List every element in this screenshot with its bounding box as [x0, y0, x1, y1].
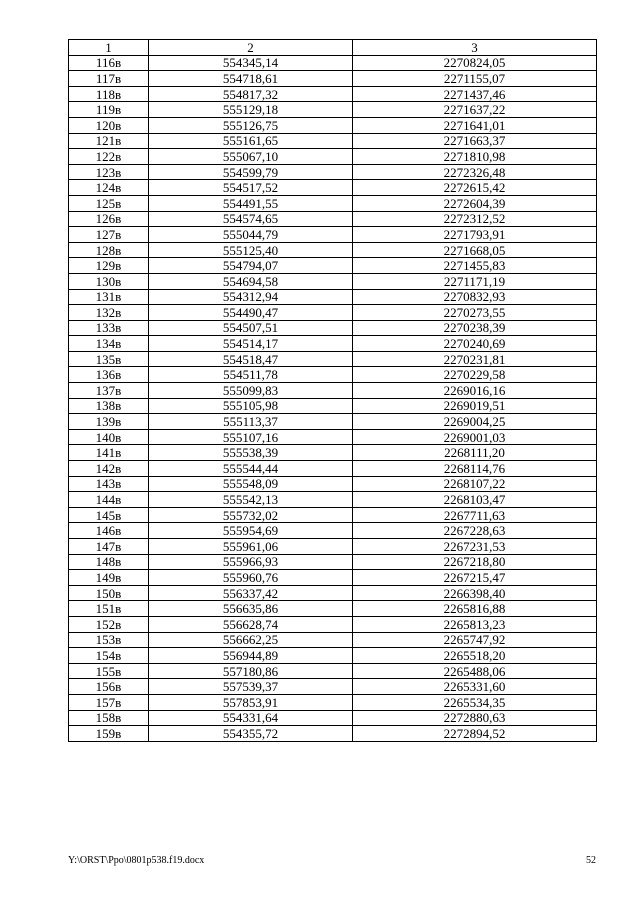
table-row [69, 86, 597, 102]
x-coordinate-cell: 554345,14 [149, 55, 353, 71]
x-coordinate-cell: 554794,07 [149, 258, 353, 274]
y-coordinate-cell: 2271663,37 [353, 133, 597, 149]
y-coordinate-cell: 2271455,83 [353, 258, 597, 274]
table-header [69, 40, 597, 56]
table-row [69, 601, 597, 617]
point-id-cell: 155в [69, 663, 149, 679]
y-coordinate-cell: 2271637,22 [353, 102, 597, 118]
point-id-cell: 119в [69, 102, 149, 118]
y-coordinate-cell: 2265488,06 [353, 663, 597, 679]
x-coordinate-cell: 555544,44 [149, 461, 353, 477]
point-id-cell: 122в [69, 149, 149, 165]
x-coordinate-cell: 555107,16 [149, 429, 353, 445]
point-id-cell: 136в [69, 367, 149, 383]
x-coordinate-cell: 555966,93 [149, 554, 353, 570]
y-coordinate-cell: 2268114,76 [353, 461, 597, 477]
x-coordinate-cell: 555067,10 [149, 149, 353, 165]
y-coordinate-cell: 2269019,51 [353, 398, 597, 414]
y-coordinate-cell: 2268107,22 [353, 476, 597, 492]
y-coordinate-cell: 2266398,40 [353, 585, 597, 601]
x-coordinate-cell: 555732,02 [149, 507, 353, 523]
y-coordinate-cell: 2271171,19 [353, 273, 597, 289]
x-coordinate-cell: 554312,94 [149, 289, 353, 305]
point-id-cell: 126в [69, 211, 149, 227]
x-coordinate-cell: 556337,42 [149, 585, 353, 601]
y-coordinate-cell: 2271810,98 [353, 149, 597, 165]
x-coordinate-cell: 555044,79 [149, 227, 353, 243]
x-coordinate-cell: 555099,83 [149, 383, 353, 399]
x-coordinate-cell: 554817,32 [149, 86, 353, 102]
coordinates-table [68, 39, 597, 742]
x-coordinate-cell: 555548,09 [149, 476, 353, 492]
point-id-cell: 123в [69, 164, 149, 180]
point-id-cell: 116в [69, 55, 149, 71]
point-id-cell: 132в [69, 305, 149, 321]
table-row [69, 133, 597, 149]
y-coordinate-cell: 2270229,58 [353, 367, 597, 383]
y-coordinate-cell: 2270238,39 [353, 320, 597, 336]
table-row [69, 117, 597, 133]
point-id-cell: 159в [69, 726, 149, 742]
point-id-cell: 133в [69, 320, 149, 336]
table-row [69, 726, 597, 742]
y-coordinate-cell: 2269016,16 [353, 383, 597, 399]
point-id-cell: 117в [69, 71, 149, 87]
point-id-cell: 149в [69, 570, 149, 586]
point-id-cell: 142в [69, 461, 149, 477]
x-coordinate-cell: 554518,47 [149, 351, 353, 367]
x-coordinate-cell: 555105,98 [149, 398, 353, 414]
table-row [69, 164, 597, 180]
table-row [69, 663, 597, 679]
table-row [69, 273, 597, 289]
point-id-cell: 148в [69, 554, 149, 570]
point-id-cell: 152в [69, 616, 149, 632]
table-row [69, 149, 597, 165]
point-id-cell: 118в [69, 86, 149, 102]
table-row [69, 710, 597, 726]
x-coordinate-cell: 554514,17 [149, 336, 353, 352]
point-id-cell: 158в [69, 710, 149, 726]
y-coordinate-cell: 2267711,63 [353, 507, 597, 523]
y-coordinate-cell: 2265747,92 [353, 632, 597, 648]
y-coordinate-cell: 2268103,47 [353, 492, 597, 508]
header-cell-y: 3 [353, 40, 597, 56]
point-id-cell: 146в [69, 523, 149, 539]
y-coordinate-cell: 2272880,63 [353, 710, 597, 726]
y-coordinate-cell: 2272615,42 [353, 180, 597, 196]
x-coordinate-cell: 556662,25 [149, 632, 353, 648]
table-row [69, 461, 597, 477]
y-coordinate-cell: 2270832,93 [353, 289, 597, 305]
table-row [69, 492, 597, 508]
point-id-cell: 143в [69, 476, 149, 492]
table-row [69, 289, 597, 305]
x-coordinate-cell: 554718,61 [149, 71, 353, 87]
y-coordinate-cell: 2270231,81 [353, 351, 597, 367]
table-row [69, 71, 597, 87]
footer-file-path: Y:\ORST\Ppo\0801p538.f19.docx [68, 855, 205, 866]
y-coordinate-cell: 2265813,23 [353, 616, 597, 632]
table-row [69, 367, 597, 383]
point-id-cell: 131в [69, 289, 149, 305]
x-coordinate-cell: 554574,65 [149, 211, 353, 227]
point-id-cell: 125в [69, 195, 149, 211]
y-coordinate-cell: 2271793,91 [353, 227, 597, 243]
x-coordinate-cell: 554694,58 [149, 273, 353, 289]
point-id-cell: 121в [69, 133, 149, 149]
point-id-cell: 153в [69, 632, 149, 648]
x-coordinate-cell: 554507,51 [149, 320, 353, 336]
table-row [69, 616, 597, 632]
point-id-cell: 120в [69, 117, 149, 133]
table-row [69, 648, 597, 664]
y-coordinate-cell: 2265816,88 [353, 601, 597, 617]
table-row [69, 102, 597, 118]
y-coordinate-cell: 2270824,05 [353, 55, 597, 71]
point-id-cell: 127в [69, 227, 149, 243]
x-coordinate-cell: 554355,72 [149, 726, 353, 742]
x-coordinate-cell: 555961,06 [149, 539, 353, 555]
table-row [69, 55, 597, 71]
x-coordinate-cell: 556635,86 [149, 601, 353, 617]
table-row [69, 523, 597, 539]
table-row [69, 632, 597, 648]
table-row [69, 180, 597, 196]
point-id-cell: 154в [69, 648, 149, 664]
point-id-cell: 134в [69, 336, 149, 352]
y-coordinate-cell: 2267231,53 [353, 539, 597, 555]
y-coordinate-cell: 2270240,69 [353, 336, 597, 352]
y-coordinate-cell: 2272326,48 [353, 164, 597, 180]
point-id-cell: 129в [69, 258, 149, 274]
page-number: 52 [586, 855, 596, 866]
point-id-cell: 135в [69, 351, 149, 367]
y-coordinate-cell: 2272312,52 [353, 211, 597, 227]
y-coordinate-cell: 2271437,46 [353, 86, 597, 102]
point-id-cell: 139в [69, 414, 149, 430]
x-coordinate-cell: 556944,89 [149, 648, 353, 664]
table-row [69, 258, 597, 274]
table-row [69, 679, 597, 695]
point-id-cell: 147в [69, 539, 149, 555]
y-coordinate-cell: 2271641,01 [353, 117, 597, 133]
y-coordinate-cell: 2268111,20 [353, 445, 597, 461]
point-id-cell: 141в [69, 445, 149, 461]
y-coordinate-cell: 2269004,25 [353, 414, 597, 430]
y-coordinate-cell: 2272894,52 [353, 726, 597, 742]
point-id-cell: 150в [69, 585, 149, 601]
header-cell-x: 2 [149, 40, 353, 56]
y-coordinate-cell: 2270273,55 [353, 305, 597, 321]
table-row [69, 227, 597, 243]
point-id-cell: 156в [69, 679, 149, 695]
y-coordinate-cell: 2272604,39 [353, 195, 597, 211]
x-coordinate-cell: 555161,65 [149, 133, 353, 149]
point-id-cell: 137в [69, 383, 149, 399]
x-coordinate-cell: 555954,69 [149, 523, 353, 539]
point-id-cell: 144в [69, 492, 149, 508]
x-coordinate-cell: 554599,79 [149, 164, 353, 180]
point-id-cell: 140в [69, 429, 149, 445]
point-id-cell: 145в [69, 507, 149, 523]
table-row [69, 336, 597, 352]
table-body [69, 55, 597, 741]
point-id-cell: 138в [69, 398, 149, 414]
y-coordinate-cell: 2267218,80 [353, 554, 597, 570]
point-id-cell: 157в [69, 694, 149, 710]
y-coordinate-cell: 2271668,05 [353, 242, 597, 258]
y-coordinate-cell: 2265331,60 [353, 679, 597, 695]
header-cell-point: 1 [69, 40, 149, 56]
x-coordinate-cell: 554511,78 [149, 367, 353, 383]
y-coordinate-cell: 2265534,35 [353, 694, 597, 710]
table-row [69, 398, 597, 414]
x-coordinate-cell: 555960,76 [149, 570, 353, 586]
table-row [69, 585, 597, 601]
x-coordinate-cell: 557539,37 [149, 679, 353, 695]
y-coordinate-cell: 2269001,03 [353, 429, 597, 445]
table-row [69, 383, 597, 399]
x-coordinate-cell: 557180,86 [149, 663, 353, 679]
table-row [69, 242, 597, 258]
table-row [69, 305, 597, 321]
table-row [69, 211, 597, 227]
table-row [69, 476, 597, 492]
table-row [69, 554, 597, 570]
x-coordinate-cell: 555538,39 [149, 445, 353, 461]
y-coordinate-cell: 2265518,20 [353, 648, 597, 664]
y-coordinate-cell: 2267228,63 [353, 523, 597, 539]
table-row [69, 570, 597, 586]
y-coordinate-cell: 2267215,47 [353, 570, 597, 586]
table-row [69, 445, 597, 461]
x-coordinate-cell: 555113,37 [149, 414, 353, 430]
x-coordinate-cell: 555542,13 [149, 492, 353, 508]
table-row [69, 429, 597, 445]
x-coordinate-cell: 555126,75 [149, 117, 353, 133]
table-row [69, 320, 597, 336]
point-id-cell: 130в [69, 273, 149, 289]
y-coordinate-cell: 2271155,07 [353, 71, 597, 87]
table-row [69, 351, 597, 367]
x-coordinate-cell: 555125,40 [149, 242, 353, 258]
table-row [69, 539, 597, 555]
x-coordinate-cell: 554490,47 [149, 305, 353, 321]
x-coordinate-cell: 554517,52 [149, 180, 353, 196]
x-coordinate-cell: 554331,64 [149, 710, 353, 726]
x-coordinate-cell: 554491,55 [149, 195, 353, 211]
point-id-cell: 128в [69, 242, 149, 258]
x-coordinate-cell: 555129,18 [149, 102, 353, 118]
table-row [69, 414, 597, 430]
table-row [69, 507, 597, 523]
point-id-cell: 124в [69, 180, 149, 196]
x-coordinate-cell: 557853,91 [149, 694, 353, 710]
point-id-cell: 151в [69, 601, 149, 617]
table-row [69, 195, 597, 211]
table-row [69, 694, 597, 710]
header-row [69, 40, 597, 56]
x-coordinate-cell: 556628,74 [149, 616, 353, 632]
